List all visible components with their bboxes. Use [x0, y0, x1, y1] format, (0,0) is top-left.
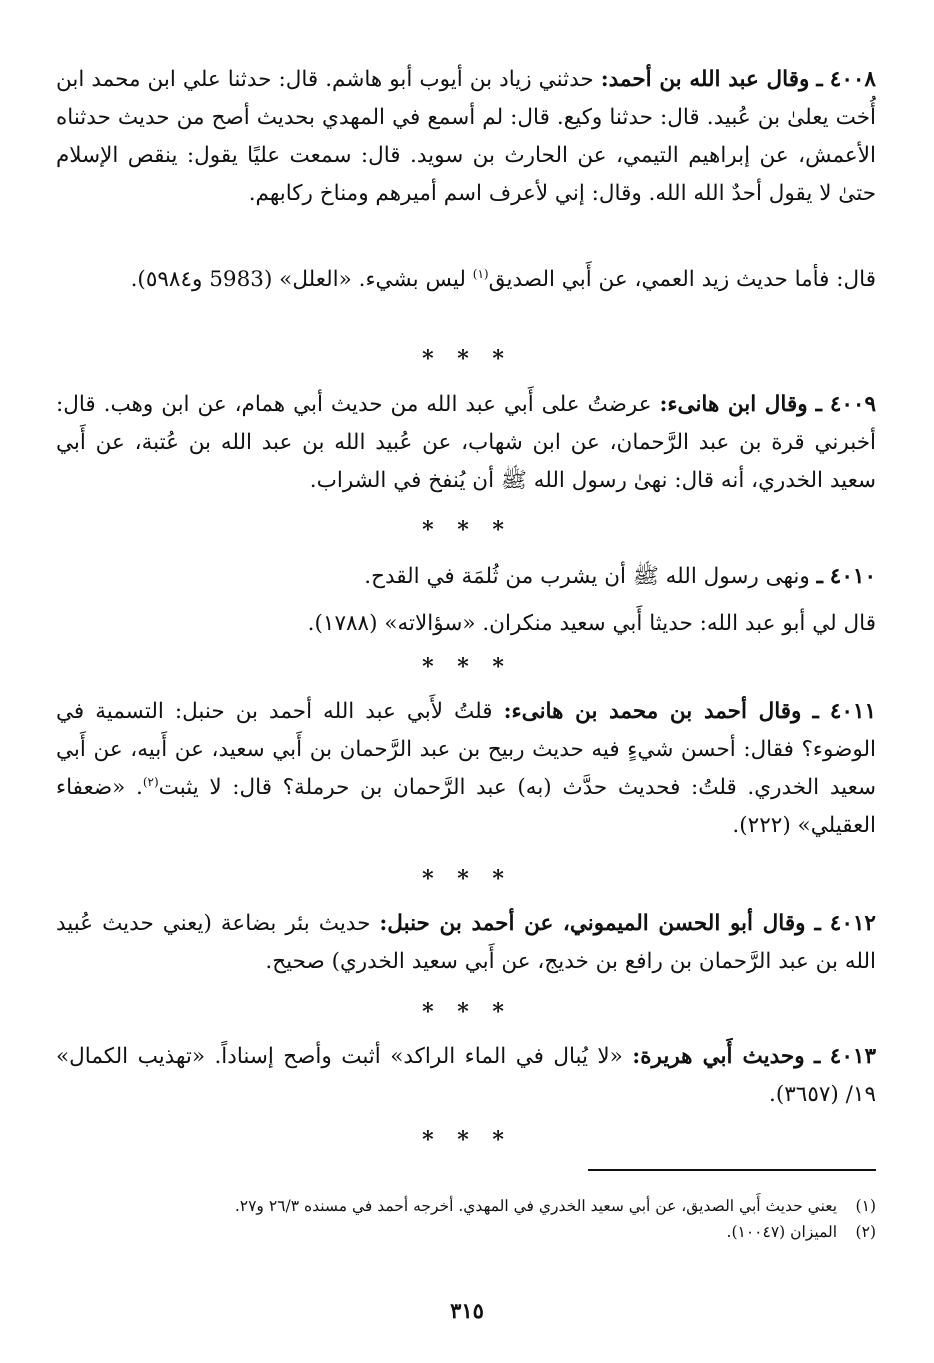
footnote-ref-2: (٢): [142, 774, 159, 789]
entry-4011: [56, 693, 876, 845]
entry-dash: ـ: [816, 564, 823, 589]
footnote-mark: (٢): [855, 1223, 876, 1241]
entry-4008-note: [56, 261, 876, 299]
entry-lead: وقال عبد الله بن أحمد:: [600, 67, 810, 92]
entry-dash: ـ: [815, 392, 822, 417]
footnote-ref-1: (١): [472, 266, 489, 281]
footnote-text: الميزان (١٠٠٤٧).: [726, 1223, 838, 1241]
footnote-text: يعني حديث أَبي الصديق، عن أبي سعيد الخدري في المهدي. أخرجه أحمد في مسنده ٢٦/٣ و٢٧.: [234, 1197, 838, 1215]
footnote-rule: [588, 1169, 876, 1171]
separator-stars: * * *: [422, 999, 512, 1025]
footnote-1: [56, 1193, 876, 1219]
entry-text: حدثني زياد بن أيوب أبو هاشم. قال: حدثنا علي ابن محمد ابن أُخت يعلىٰ بن عُبيد. قال: حدثنا وكيع. قال: لم أسمع في المهدي بحديث أصح من حديث حدثناه الأعمش، عن إبراهيم التيمي، عن الحارث بن سويد. قال: سمعت عليًا يقول: ينقص الإسلام حتىٰ لا يقول أحدٌ الله الله. وقال: إني لأعرف اسم أميرهم ومناخ ركابهم.: [56, 67, 876, 206]
separator-stars: * * *: [422, 346, 512, 372]
entry-4008: [56, 61, 876, 213]
entry-lead: وقال أبو الحسن الميموني، عن أحمد بن حنبل:: [379, 911, 806, 936]
entry-lead: وقال أحمد بن محمد بن هانىء:: [503, 699, 802, 724]
entry-number: ٤٠١٣: [829, 1044, 876, 1069]
entry-4010: [56, 558, 876, 596]
entry-dash: ـ: [812, 699, 819, 724]
footnotes: [56, 1193, 876, 1245]
separator-stars: * * *: [422, 866, 512, 892]
footnote-mark: (١): [855, 1197, 876, 1215]
entry-text-after: . «ضعفاء العقيلي» (٢٢٢).: [56, 775, 876, 838]
page-number: ٣١٥: [450, 1298, 484, 1323]
entry-number: ٤٠١١: [829, 699, 877, 724]
entry-dash: ـ: [814, 1044, 821, 1069]
entry-4012: [56, 905, 876, 981]
entry-text: حديث بئر بضاعة (يعني حديث عُبيد الله بن عبد الرَّحمان بن رافع بن خديج، عن أَبي سعيد الخدري) صحيح.: [56, 911, 876, 974]
entry-dash: ـ: [814, 911, 821, 936]
footnote-2: [56, 1219, 876, 1245]
entry-number: ٤٠٠٩: [829, 392, 877, 417]
entry-4010-note: قال لي أبو عبد الله: حديثا أَبي سعيد منكران. «سؤالاته» (١٧٨٨).: [307, 611, 876, 636]
entry-4009: [56, 386, 876, 500]
separator-stars: * * *: [422, 1127, 512, 1153]
separator-stars: * * *: [422, 654, 512, 680]
entry-lead: وحديث أَبي هريرة:: [632, 1044, 805, 1069]
entry-dash: ـ: [816, 67, 823, 92]
entry-text: «لا يُبال في الماء الراكد» أثبت وأصح إسناداً. «تهذيب الكمال» ١٩/ (٣٦٥٧).: [56, 1044, 876, 1107]
entry-text-before: قلتُ لأَبي عبد الله أحمد بن حنبل: التسمية في الوضوء؟ فقال: أحسن شيءٍ فيه حديث ربيح بن عبد الرَّحمان بن أَبي سعيد، عن أَبيه، عن أَبي سعيد الخدري. قلتُ: فحديث حدَّث (به) عبد الرَّحمان بن حرملة؟ قال: لا يثبت: [56, 699, 876, 800]
entry-4013: [56, 1038, 876, 1114]
entry-text: ونهى رسول الله ﷺ أن يشرب من ثُلمَة في القدح.: [364, 564, 810, 589]
entry-number: ٤٠٠٨: [829, 67, 876, 92]
note-text-before: قال: فأما حديث زيد العمي، عن أَبي الصديق: [488, 267, 876, 292]
entry-text: عرضتُ على أَبي عبد الله من حديث أبي همام، عن ابن وهب. قال: أخبرني قرة بن عبد الرَّحمان، عن ابن شهاب، عن عُبيد الله بن عبد الله بن عُتبة، عن أَبي سعيد الخدري، أنه قال: نهىٰ رسول الله ﷺ أن يُنفخ في الشراب.: [56, 392, 876, 493]
entry-lead: وقال ابن هانىء:: [659, 392, 808, 417]
separator-stars: * * *: [422, 517, 512, 543]
entry-number: ٤٠١٠: [829, 564, 876, 589]
entry-number: ٤٠١٢: [829, 911, 876, 936]
note-text-after: ليس بشيء. «العلل» (5983 و٥٩٨٤).: [130, 267, 466, 292]
